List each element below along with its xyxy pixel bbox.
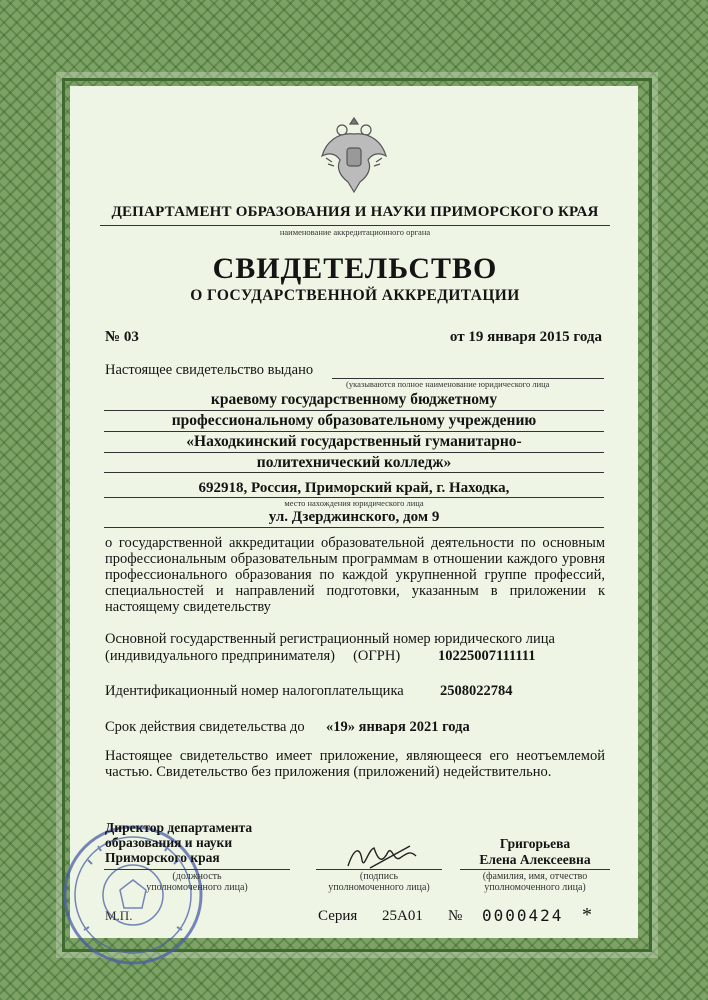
position-caption: [104, 871, 290, 893]
series-label: Серия: [318, 908, 358, 924]
address-underline-2: [104, 527, 604, 528]
serial-number-label: №: [448, 908, 463, 924]
certificate-number: № 03: [105, 329, 139, 345]
inn-value: 2508022784: [440, 683, 513, 699]
signer-surname: Григорьева: [499, 836, 571, 851]
serial-number: 0000424: [482, 906, 564, 925]
position-underline: [104, 869, 290, 870]
certificate-date: от 19 января 2015 года: [449, 329, 602, 345]
department-caption: наименование аккредитационного органа: [279, 227, 431, 237]
address-line-2: ул. Дзерджинского, дом 9: [268, 509, 440, 525]
org-name-line-4: политехнический колледж»: [256, 454, 452, 471]
issued-label: Настоящее свидетельство выдано: [105, 362, 314, 378]
issuing-department: ДЕПАРТАМЕНТ ОБРАЗОВАНИЯ И НАУКИ ПРИМОРСКОГО КРАЯ: [111, 204, 599, 220]
name-caption: [460, 871, 610, 893]
address-caption: место нахождения юридического лица: [284, 498, 424, 508]
ogrn-label-line-2: (индивидуального предпринимателя) (ОГРН): [105, 648, 401, 664]
org-underline-1: [104, 410, 604, 411]
star-mark: *: [582, 904, 592, 926]
org-underline-3: [104, 452, 604, 453]
appendix-text: Настоящее свидетельство имеет приложение, являющееся его неотъемлемой частью. Свидетельство без приложения (приложений) недействительно.: [105, 748, 605, 780]
signer-position-line-3: Приморского края: [105, 850, 220, 865]
ogrn-value: 10225007111111: [438, 648, 536, 664]
org-underline-4: [104, 472, 604, 473]
position-caption-line-2: уполномоченного лица): [146, 882, 248, 893]
position-caption-line-1: (должность: [172, 871, 222, 882]
signer-position: [105, 820, 252, 865]
signature-caption-line-2: уполномоченного лица): [328, 882, 430, 893]
signer-name: [460, 836, 610, 868]
department-underline: [100, 225, 610, 226]
org-name-line-2: профессиональному образовательному учреждению: [171, 412, 537, 429]
ogrn-label-line-1: Основной государственный регистрационный номер юридического лица: [105, 631, 555, 647]
series-value: 25А01: [382, 908, 423, 924]
stamp-place-label: М.П.: [105, 908, 133, 923]
org-name-line-3: «Находкинский государственный гуманитарно-: [186, 433, 522, 450]
inn-label: Идентификационный номер налогоплательщика: [105, 683, 404, 699]
signature-underline: [316, 869, 442, 870]
signer-position-line-2: образования и науки: [105, 835, 233, 850]
coat-of-arms-icon: [318, 112, 390, 198]
validity-value: «19» января 2021 года: [326, 719, 470, 735]
certificate-title: СВИДЕТЕЛЬСТВО: [212, 252, 498, 285]
accreditation-text: о государственной аккредитации образовательной деятельности по основным профессиональным образовательным программам в отношении каждого уровня профессионального образования по каждой укрупненной группе профессий, специальностей и направлений подготовки, указанным в приложении к настоящему свидетельству: [105, 535, 605, 615]
certificate-subtitle: О ГОСУДАРСТВЕННОЙ АККРЕДИТАЦИИ: [190, 287, 520, 304]
issued-caption: (указываются полное наименование юридического лица: [346, 379, 550, 389]
name-caption-line-1: (фамилия, имя, отчество: [482, 871, 588, 882]
org-underline-2: [104, 431, 604, 432]
signer-position-line-1: Директор департамента: [105, 820, 253, 835]
address-line-1: 692918, Россия, Приморский край, г. Находка,: [198, 480, 510, 496]
signature-caption-line-1: (подпись: [359, 871, 399, 882]
signature-caption: [316, 871, 442, 893]
name-caption-line-2: уполномоченного лица): [484, 882, 586, 893]
org-name-line-1: краевому государственному бюджетному: [210, 391, 498, 408]
signer-given-names: Елена Алексеевна: [479, 852, 591, 867]
name-underline: [460, 869, 610, 870]
validity-label: Срок действия свидетельства до: [105, 719, 305, 735]
